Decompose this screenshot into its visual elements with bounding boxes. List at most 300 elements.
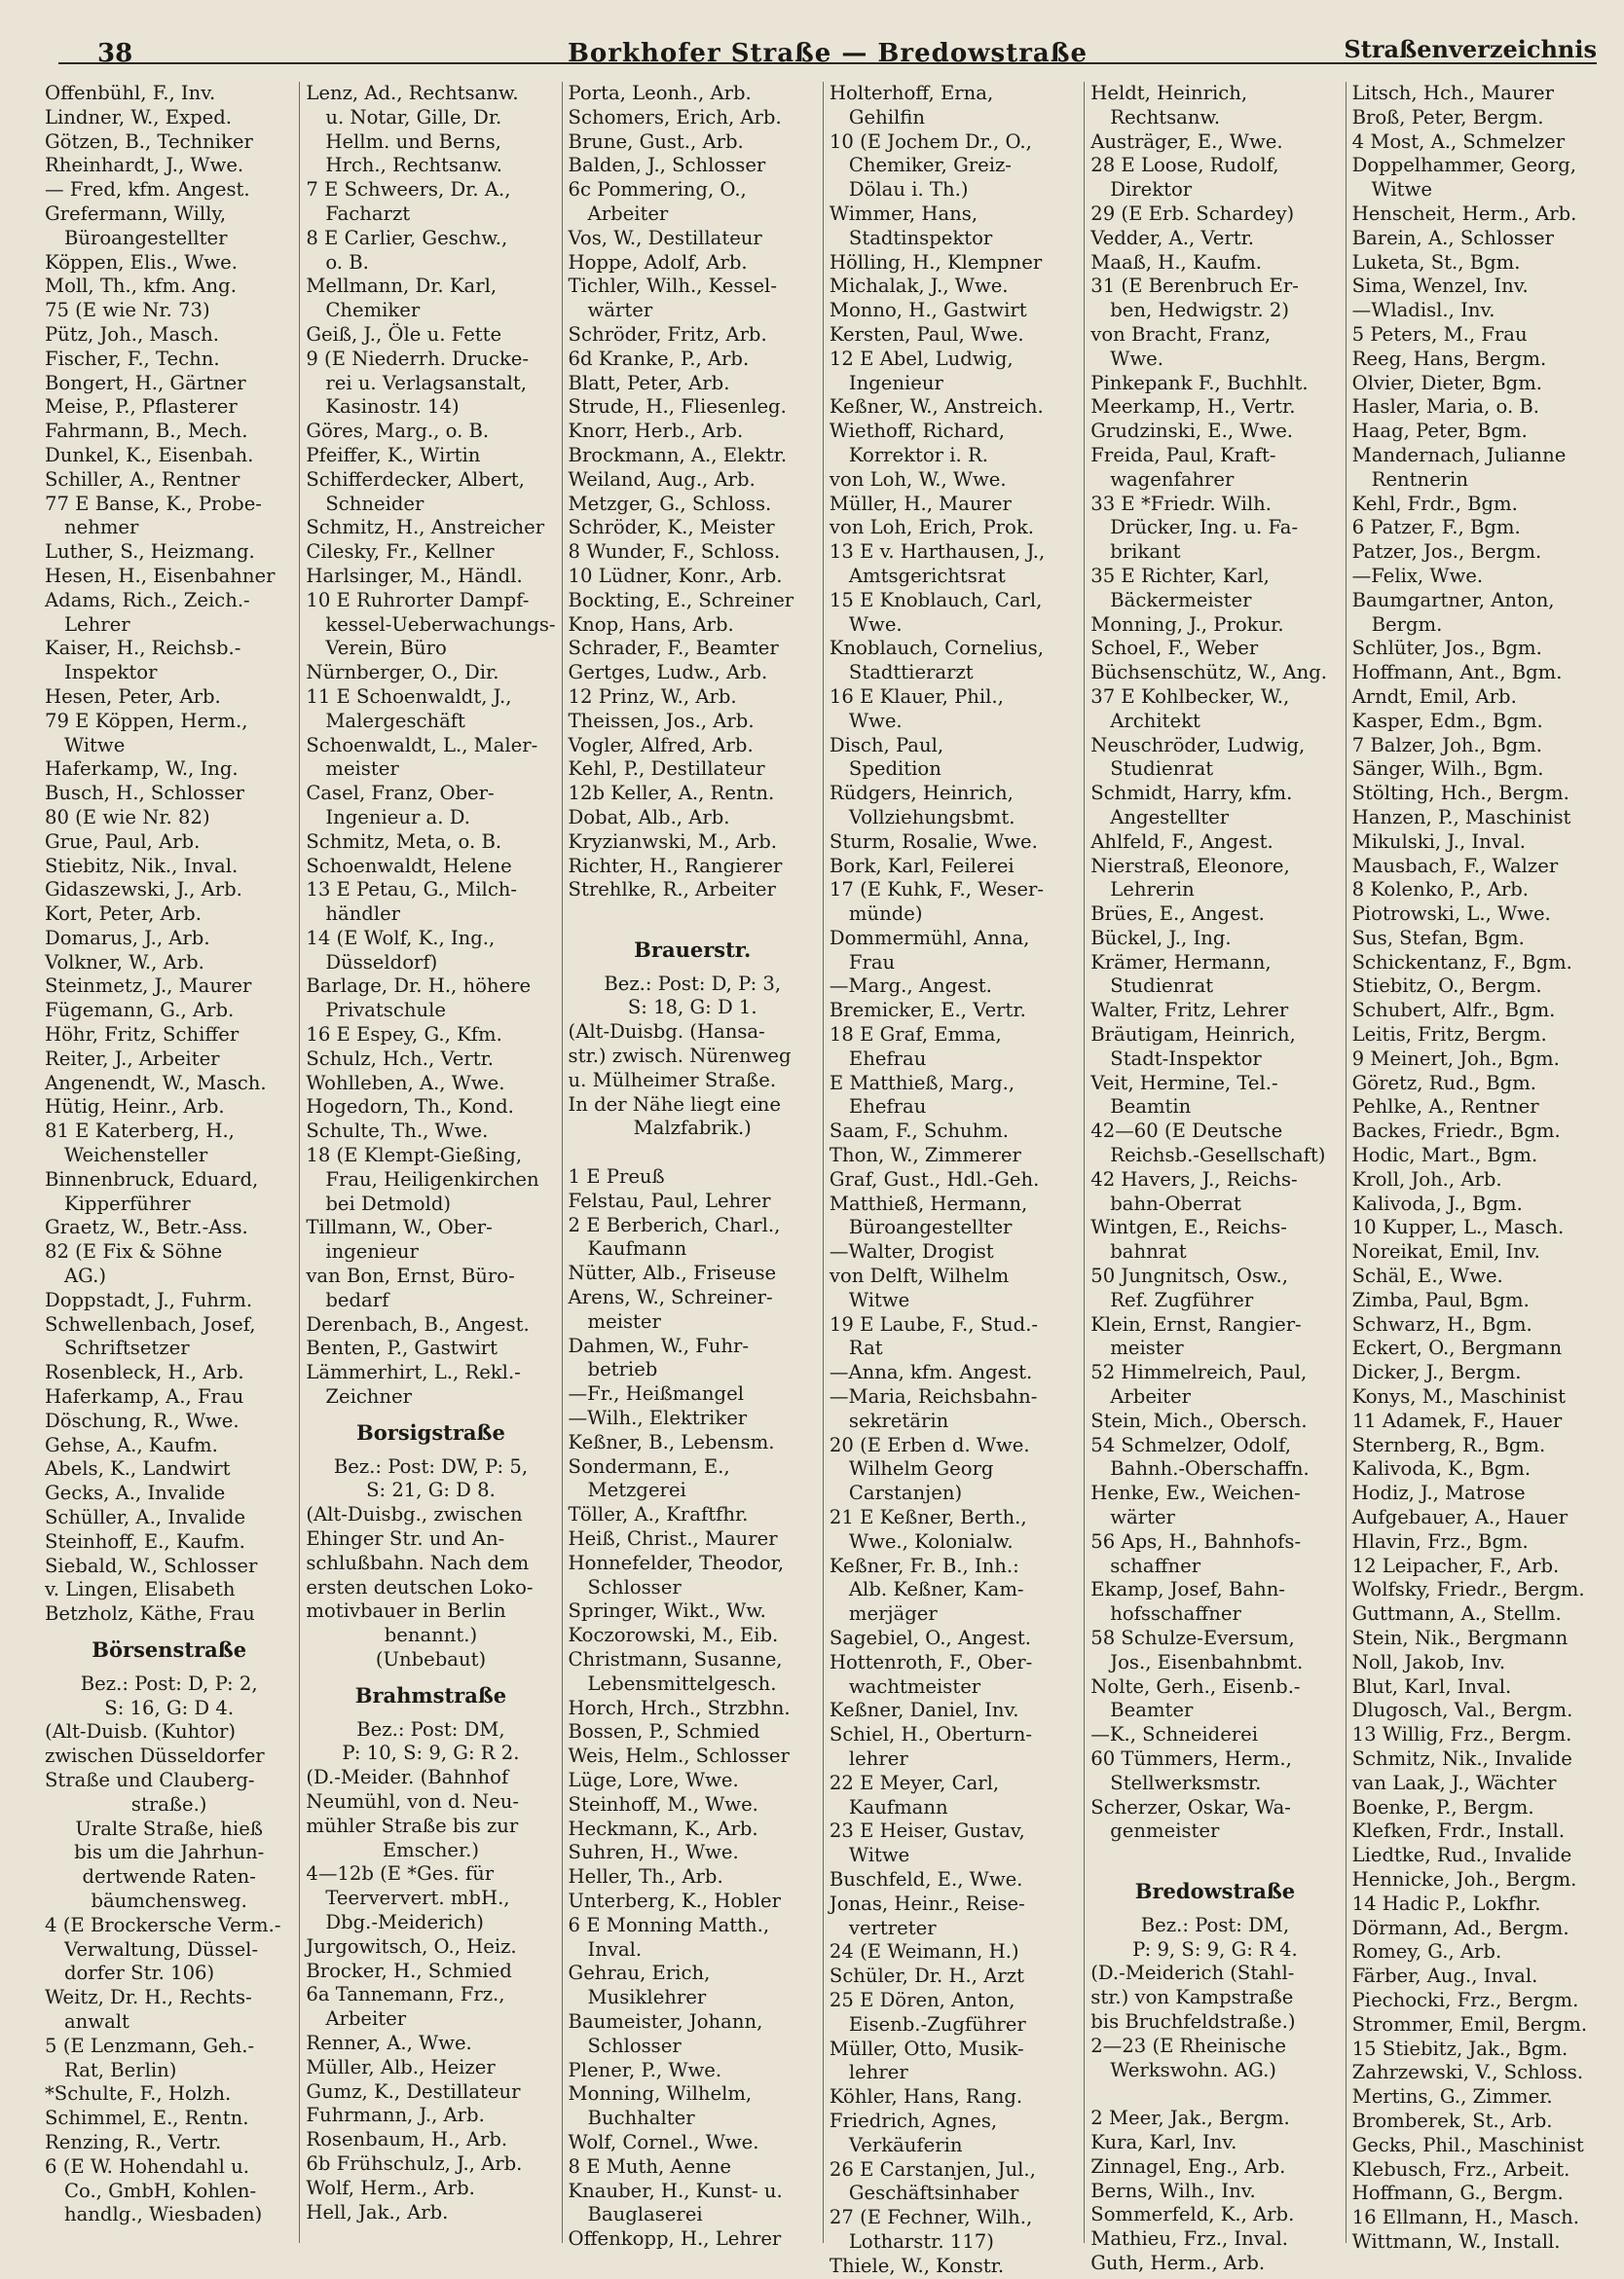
directory-line: kessel-Ueberwachungs-: [325, 612, 556, 636]
directory-line: Dörmann, Ad., Bergm.: [1351, 1916, 1569, 1939]
directory-line: 54 Schmelzer, Odolf,: [1090, 1433, 1291, 1456]
directory-line: Kort, Peter, Arb.: [45, 902, 202, 926]
directory-line: Kalivoda, J., Bgm.: [1351, 1192, 1523, 1215]
directory-line: Monno, H., Gastwirt: [829, 299, 1027, 322]
directory-line: Vollziehungsbmt.: [848, 805, 1015, 828]
directory-line: Gertges, Ludw., Arb.: [568, 661, 768, 684]
directory-line: 5 (E Lenzmann, Geh.-: [45, 2034, 255, 2057]
directory-line: Neuschröder, Ludwig,: [1090, 733, 1306, 756]
directory-line: Heckmann, K., Arb.: [568, 1817, 758, 1840]
directory-line: Disch, Paul,: [829, 733, 944, 756]
directory-line: Stölting, Hch., Bergm.: [1351, 782, 1569, 805]
directory-line: Unterberg, K., Hobler: [568, 1889, 781, 1912]
directory-line: Volkner, W., Arb.: [45, 950, 204, 974]
directory-line: bäumchensweg.: [91, 1889, 247, 1912]
directory-line: Busch, H., Schlosser: [45, 782, 245, 805]
directory-line: Hütig, Heinr., Arb.: [45, 1095, 225, 1119]
directory-line: Bromberek, St., Arb.: [1351, 2109, 1553, 2132]
directory-line: Stein, Mich., Obersch.: [1090, 1409, 1308, 1432]
directory-line: Patzer, Jos., Bergm.: [1351, 540, 1542, 564]
directory-line: Emscher.): [382, 1838, 480, 1861]
directory-line: 15 E Knoblauch, Carl,: [829, 588, 1043, 611]
directory-line: 16 E Klauer, Phil.,: [829, 684, 1004, 708]
directory-line: Rosenbaum, H., Arb.: [306, 2128, 508, 2151]
directory-line: Weitz, Dr. H., Rechts-: [45, 1986, 252, 2009]
directory-line: 19 E Laube, F., Stud.-: [829, 1312, 1039, 1336]
directory-line: dorfer Str. 106): [64, 1962, 215, 1985]
directory-line: 29 (E Erb. Schardey): [1090, 202, 1295, 225]
directory-line: Felstau, Paul, Lehrer: [568, 1189, 771, 1212]
directory-line: Rechtsanw.: [1110, 105, 1221, 129]
directory-line: Buschfeld, E., Wwe.: [829, 1867, 1023, 1891]
directory-line: Wintgen, E., Reichs-: [1090, 1216, 1287, 1239]
directory-line: Adams, Rich., Zeich.-: [45, 588, 250, 611]
directory-line: Abels, K., Landwirt: [45, 1457, 231, 1481]
directory-line: Schwarz, H., Bgm.: [1351, 1312, 1532, 1336]
directory-line: Binnenbruck, Eduard,: [45, 1167, 259, 1191]
directory-line: Schiel, H., Oberturn-: [829, 1723, 1032, 1746]
directory-line: Metzgerei: [587, 1479, 686, 1502]
directory-line: 79 E Köppen, Herm.,: [45, 709, 248, 732]
directory-line: Fischer, F., Techn.: [45, 347, 220, 370]
directory-line: Dahmen, W., Fuhr-: [568, 1334, 750, 1357]
directory-line: Eisenb.-Zugführer: [848, 2012, 1026, 2036]
directory-line: 2 Meer, Jak., Bergm.: [1090, 2107, 1290, 2130]
directory-line: Straße und Clauberg-: [45, 1768, 255, 1791]
directory-line: Sus, Stefan, Bgm.: [1351, 926, 1525, 949]
directory-line: Keßner, W., Anstreich.: [829, 395, 1044, 419]
directory-line: Haferkamp, A., Frau: [45, 1385, 244, 1409]
directory-line: Schomers, Erich, Arb.: [568, 105, 782, 129]
directory-line: 10 Lüdner, Konr., Arb.: [568, 564, 783, 587]
header-rule: [58, 62, 1597, 64]
directory-line: münde): [848, 902, 923, 926]
directory-line: —Walter, Drogist: [829, 1240, 994, 1264]
directory-line: Schlosser: [587, 1575, 682, 1599]
directory-line: Gecks, A., Invalide: [45, 1482, 226, 1505]
directory-line: handlg., Wiesbaden): [64, 2203, 263, 2226]
directory-line: Facharzt: [325, 202, 411, 225]
directory-line: vertreter: [848, 1916, 937, 1939]
directory-line: Nürnberger, O., Dir.: [306, 661, 499, 684]
directory-line: Sturm, Rosalie, Wwe.: [829, 829, 1038, 853]
directory-line: Buchhalter: [587, 2107, 695, 2130]
street-heading: Bredowstraße: [1134, 1878, 1296, 1903]
directory-line: meister: [587, 1309, 661, 1333]
directory-line: 6a Tannemann, Frz.,: [306, 1983, 505, 2006]
directory-line: Teerververt. mbH.,: [325, 1887, 510, 1910]
directory-line: Klein, Ernst, Rangier-: [1090, 1312, 1302, 1336]
directory-line: 7 E Schweers, Dr. A.,: [306, 178, 511, 202]
directory-line: Mandernach, Julianne: [1351, 443, 1567, 466]
directory-line: bis Bruchfeldstraße.): [1090, 2009, 1296, 2033]
directory-line: Baumeister, Johann,: [568, 2009, 763, 2033]
directory-line: Springer, Wikt., Ww.: [568, 1599, 766, 1623]
page-number: 38: [97, 39, 133, 68]
directory-line: Offenbühl, F., Inv.: [45, 82, 216, 104]
directory-line: Hell, Jak., Arb.: [306, 2200, 449, 2224]
directory-line: Verkäuferin: [848, 2133, 963, 2156]
directory-line: bei Detmold): [325, 1192, 452, 1215]
directory-line: Musiklehrer: [587, 1986, 707, 2009]
directory-line: (Alt-Duisb. (Kuhtor): [45, 1720, 236, 1744]
directory-line: Theissen, Jos., Arb.: [568, 709, 755, 732]
directory-line: Balden, J., Schlosser: [568, 154, 766, 177]
directory-line: Kehl, Frdr., Bgm.: [1351, 492, 1518, 515]
directory-line: Guth, Herm., Arb.: [1090, 2251, 1266, 2274]
directory-line: Zinnagel, Eng., Arb.: [1090, 2154, 1286, 2178]
directory-line: Schmitz, Meta, o. B.: [306, 829, 502, 853]
directory-line: Stein, Nik., Bergmann: [1351, 1627, 1569, 1649]
directory-line: 10 Kupper, L., Masch.: [1351, 1216, 1565, 1239]
directory-line: Gehrau, Erich,: [568, 1962, 711, 1985]
directory-line: Rüdgers, Heinrich,: [829, 782, 1014, 805]
directory-line: Bahnh.-Oberschaffn.: [1110, 1457, 1310, 1481]
directory-line: 11 Adamek, F., Hauer: [1351, 1409, 1563, 1432]
directory-line: Studienrat: [1110, 974, 1214, 998]
directory-line: Henke, Ew., Weichen-: [1090, 1482, 1301, 1505]
directory-line: Chemiker: [325, 299, 421, 322]
directory-line: —Wladisl., Inv.: [1351, 299, 1495, 322]
directory-line: Jonas, Heinr., Reise-: [829, 1892, 1025, 1915]
directory-line: Bez.: Post: D, P: 3,: [604, 972, 782, 995]
directory-line: 37 E Kohlbecker, W.,: [1090, 684, 1290, 708]
directory-line: Schoenwaldt, Helene: [306, 854, 512, 877]
directory-line: Baumgartner, Anton,: [1351, 588, 1555, 611]
directory-line: Hanzen, P., Maschinist: [1351, 805, 1571, 828]
directory-line: Bäckermeister: [1110, 588, 1252, 611]
directory-line: Litsch, Hch., Maurer: [1351, 82, 1554, 104]
directory-line: Kaiser, H., Reichsb.-: [45, 637, 241, 660]
street-heading: Börsenstraße: [92, 1637, 247, 1662]
directory-line: 10 (E Jochem Dr., O.,: [829, 129, 1032, 153]
directory-line: 27 (E Fechner, Wilh.,: [829, 2206, 1033, 2229]
directory-line: Wwe.: [848, 612, 903, 636]
directory-line: 6d Kranke, P., Arb.: [568, 347, 750, 370]
directory-line: Hodiz, J., Matrose: [1351, 1482, 1526, 1505]
directory-line: 80 (E wie Nr. 82): [45, 805, 210, 828]
directory-line: 21 E Keßner, Berth.,: [829, 1506, 1027, 1529]
directory-line: Renzing, R., Vertr.: [45, 2130, 222, 2153]
directory-line: E Matthieß, Marg.,: [829, 1071, 1015, 1094]
street-heading: Brauerstr.: [634, 937, 752, 962]
directory-line: 58 Schulze-Eversum,: [1090, 1627, 1295, 1649]
directory-line: Veit, Hermine, Tel.-: [1090, 1071, 1278, 1094]
directory-line: Noll, Jakob, Inv.: [1351, 1650, 1506, 1673]
directory-line: Co., GmbH, Kohlen-: [64, 2179, 257, 2202]
directory-line: Schoel, F., Weber: [1090, 637, 1259, 660]
directory-line: Schwellenbach, Josef,: [45, 1312, 256, 1336]
directory-line: Düsseldorf): [325, 950, 438, 974]
directory-line: 31 (E Berenbruch Er-: [1090, 275, 1299, 298]
directory-line: 6 Patzer, F., Bgm.: [1351, 516, 1521, 539]
directory-line: Arbeiter: [587, 202, 669, 225]
directory-line: 8 E Muth, Aenne: [568, 2154, 731, 2178]
directory-line: 6b Frühschulz, J., Arb.: [306, 2151, 523, 2175]
directory-line: Lehrerin: [1110, 878, 1195, 901]
directory-line: —Marg., Angest.: [829, 974, 992, 998]
directory-line: von Bracht, Franz,: [1090, 322, 1272, 346]
directory-line: Hesen, Peter, Arb.: [45, 684, 221, 708]
directory-line: Knorr, Herb., Arb.: [568, 420, 744, 443]
directory-line: Sternberg, R., Bgm.: [1351, 1433, 1546, 1456]
directory-line: Richter, H., Rangierer: [568, 854, 783, 877]
directory-line: Schmitz, Nik., Invalide: [1351, 1746, 1572, 1770]
directory-line: Blut, Karl, Inval.: [1351, 1674, 1512, 1698]
directory-line: Kura, Karl, Inv.: [1090, 2130, 1237, 2153]
directory-line: Privatschule: [325, 999, 446, 1022]
directory-line: bis um die Jahrhun-: [74, 1841, 265, 1864]
directory-line: Knop, Hans, Arb.: [568, 612, 734, 636]
directory-line: u. Mülheimer Straße.: [568, 1068, 777, 1091]
directory-line: Monning, Wilhelm,: [568, 2082, 753, 2106]
directory-line: Stellwerksmstr.: [1110, 1771, 1262, 1794]
directory-line: Kroll, Joh., Arb.: [1351, 1167, 1502, 1191]
directory-line: Piotrowski, L., Wwe.: [1351, 902, 1551, 926]
directory-line: Jos., Eisenbahnbmt.: [1110, 1650, 1304, 1673]
directory-line: rei u. Verlagsanstalt,: [325, 371, 528, 394]
directory-line: Wolf, Cornel., Wwe.: [568, 2130, 759, 2153]
directory-line: hofsschaffner: [1110, 1602, 1241, 1626]
directory-line: Ingenieur: [848, 371, 943, 394]
directory-line: Dbg.-Meiderich): [325, 1910, 484, 1933]
directory-line: Pütz, Joh., Masch.: [45, 322, 220, 346]
directory-line: Berns, Wilh., Inv.: [1090, 2179, 1256, 2202]
directory-line: Dlugosch, Val., Bergm.: [1351, 1699, 1573, 1722]
directory-line: Spedition: [848, 757, 941, 781]
directory-line: 4 Most, A., Schmelzer: [1351, 129, 1566, 153]
page-header: [58, 33, 1597, 66]
directory-line: Strommer, Emil, Bergm.: [1351, 2012, 1588, 2036]
directory-line: 33 E *Friedr. Wilh.: [1090, 492, 1272, 515]
directory-line: Nolte, Gerh., Eisenb.-: [1090, 1674, 1301, 1698]
directory-line: 17 (E Kuhk, F., Weser-: [829, 878, 1045, 901]
directory-line: 12 Prinz, W., Arb.: [568, 684, 737, 708]
directory-line: Freida, Paul, Kraft-: [1090, 443, 1276, 466]
directory-line: Schröder, K., Meister: [568, 516, 775, 539]
directory-line: P: 9, S: 9, G: R 4.: [1132, 1937, 1298, 1961]
directory-line: ingenieur: [325, 1240, 419, 1264]
directory-line: Hölling, H., Klempner: [829, 250, 1043, 274]
directory-line: Hoffmann, G., Bergm.: [1351, 2182, 1564, 2205]
directory-line: (Unbebaut): [375, 1648, 487, 1671]
directory-line: 8 Kolenko, P., Arb.: [1351, 878, 1530, 901]
directory-line: 14 Hadic P., Lokfhr.: [1351, 1892, 1541, 1915]
directory-line: 15 Stiebitz, Jak., Bgm.: [1351, 2037, 1569, 2060]
directory-line: Casel, Franz, Ober-: [306, 782, 495, 805]
directory-line: Noreikat, Emil, Inv.: [1351, 1240, 1540, 1264]
directory-line: Fügemann, G., Arb.: [45, 999, 235, 1022]
directory-line: —Anna, kfm. Angest.: [829, 1361, 1033, 1384]
directory-line: Lindner, W., Exped.: [45, 105, 232, 129]
directory-line: [1090, 1844, 1339, 1868]
directory-line: Michalak, J., Wwe.: [829, 275, 1009, 298]
directory-line: van Bon, Ernst, Büro-: [306, 1265, 515, 1288]
directory-line: Monning, J., Prokur.: [1090, 612, 1284, 636]
directory-line: Bräutigam, Heinrich,: [1090, 1023, 1296, 1047]
directory-line: Pehlke, A., Rentner: [1351, 1095, 1539, 1119]
directory-line: Witwe: [848, 1844, 910, 1867]
column-2: [299, 82, 561, 2243]
directory-line: Bongert, H., Gärtner: [45, 371, 246, 394]
directory-line: Witwe: [848, 1288, 910, 1311]
directory-line: 14 (E Wolf, K., Ing.,: [306, 926, 496, 949]
directory-line: schaffner: [1110, 1554, 1201, 1577]
directory-line: Porta, Leonh., Arb.: [568, 82, 752, 104]
directory-line: Ehefrau: [848, 1095, 927, 1119]
directory-line: S: 16, G: D 4.: [104, 1696, 235, 1719]
section-title: Straßenverzeichnis: [1344, 35, 1597, 63]
directory-line: Hellm. und Berns,: [325, 129, 501, 153]
directory-line: Beamter: [1110, 1699, 1194, 1722]
directory-line: —Wilh., Elektriker: [568, 1407, 748, 1430]
directory-line: Gumz, K., Destillateur: [306, 2079, 521, 2103]
directory-line: Schüler, Dr. H., Arzt: [829, 1965, 1024, 1988]
directory-line: 18 E Graf, Emma,: [829, 1023, 1002, 1047]
directory-line: Hoppe, Adolf, Arb.: [568, 250, 748, 274]
directory-line: S: 18, G: D 1.: [627, 996, 757, 1019]
directory-line: Blatt, Peter, Arb.: [568, 371, 730, 394]
directory-line: Schulte, Th., Wwe.: [306, 1120, 489, 1143]
directory-line: Piechocki, Frz., Bergm.: [1351, 1988, 1579, 2011]
directory-line: Christmann, Susanne,: [568, 1648, 783, 1671]
directory-line: Lotharstr. 117): [848, 2229, 994, 2253]
directory-line: Schlüter, Jos., Bgm.: [1351, 637, 1542, 660]
directory-line: benannt.): [384, 1624, 478, 1647]
directory-line: Ehinger Str. und An-: [306, 1527, 505, 1551]
directory-line: Dobat, Alb., Arb.: [568, 805, 730, 828]
directory-line: 42—60 (E Deutsche: [1090, 1120, 1283, 1143]
directory-line: Schimmel, E., Rentn.: [45, 2107, 249, 2130]
directory-line: Knoblauch, Cornelius,: [829, 637, 1044, 660]
directory-line: 50 Jungnitsch, Osw.,: [1090, 1265, 1288, 1288]
directory-line: 23 E Heiser, Gustav,: [829, 1820, 1025, 1843]
directory-line: Bez.: Post: DW, P: 5,: [333, 1454, 529, 1478]
directory-line: Meise, P., Pflasterer: [45, 395, 238, 419]
directory-line: schlußbahn. Nach dem: [306, 1551, 530, 1574]
directory-line: 5 Peters, M., Frau: [1351, 322, 1528, 346]
directory-line: Cilesky, Fr., Kellner: [306, 540, 495, 564]
directory-line: 24 (E Weimann, H.): [829, 1940, 1019, 1964]
directory-line: Wimmer, Hans,: [829, 202, 978, 225]
directory-line: 9 Meinert, Joh., Bgm.: [1351, 1047, 1560, 1070]
directory-line: 13 E Petau, G., Milch-: [306, 878, 518, 901]
directory-line: Lebensmittelgesch.: [587, 1672, 777, 1695]
directory-line: Wilhelm Georg: [848, 1457, 994, 1481]
directory-line: wärter: [1110, 1506, 1175, 1529]
directory-line: Brune, Gust., Arb.: [568, 129, 744, 153]
directory-line: Arndt, Emil, Arb.: [1351, 684, 1517, 708]
directory-line: 20 (E Erben d. Wwe.: [829, 1433, 1030, 1456]
directory-line: Bauglaserei: [587, 2203, 703, 2226]
directory-line: Schubert, Alfr., Bgm.: [1351, 999, 1556, 1022]
directory-line: 2—23 (E Rheinische: [1090, 2034, 1287, 2057]
directory-line: Büchsenschütz, W., Ang.: [1090, 661, 1328, 684]
directory-line: Kalivoda, K., Bgm.: [1351, 1457, 1532, 1481]
directory-line: Derenbach, B., Angest.: [306, 1312, 530, 1336]
directory-line: Sondermann, E.,: [568, 1454, 730, 1478]
directory-line: Klebusch, Frz., Arbeit.: [1351, 2157, 1570, 2181]
directory-line: Schmitz, H., Anstreicher: [306, 516, 545, 539]
directory-line: Zimba, Paul, Bgm.: [1351, 1288, 1530, 1311]
directory-line: 7 Balzer, Joh., Bgm.: [1351, 733, 1542, 756]
column-1: [39, 82, 299, 2243]
directory-line: Rentnerin: [1371, 467, 1468, 491]
directory-line: *Schulte, F., Holzh.: [45, 2082, 232, 2106]
directory-line: Wittmann, W., Install.: [1351, 2229, 1561, 2253]
directory-line: Gidaszewski, J., Arb.: [45, 878, 242, 901]
directory-line: 75 (E wie Nr. 73): [45, 299, 210, 322]
directory-line: Romey, G., Arb.: [1351, 1940, 1502, 1964]
directory-line: Kersten, Paul, Wwe.: [829, 322, 1024, 346]
directory-line: 2 E Berberich, Charl.,: [568, 1213, 781, 1236]
directory-line: Ehefrau: [848, 1047, 927, 1070]
directory-line: Stiebitz, O., Bergm.: [1351, 974, 1542, 998]
directory-line: Kaufmann: [587, 1237, 687, 1261]
directory-line: —Fr., Heißmangel: [568, 1382, 744, 1406]
directory-line: Gehilfin: [848, 105, 925, 129]
directory-line: ersten deutschen Loko-: [306, 1575, 534, 1599]
directory-line: Kehl, P., Destillateur: [568, 757, 765, 781]
directory-line: Mausbach, F., Walzer: [1351, 854, 1559, 877]
directory-line: Schüller, A., Invalide: [45, 1506, 246, 1529]
directory-line: 82 (E Fix & Söhne: [45, 1240, 223, 1264]
directory-line: Keßner, B., Lebensm.: [568, 1430, 775, 1453]
directory-line: Drücker, Ing. u. Fa-: [1110, 516, 1299, 539]
directory-line: Matthieß, Hermann,: [829, 1192, 1028, 1215]
directory-line: 77 E Banse, K., Probe-: [45, 492, 262, 515]
directory-line: dertwende Raten-: [82, 1865, 256, 1889]
directory-line: Plener, P., Wwe.: [568, 2058, 722, 2081]
directory-line: Hoffmann, Ant., Bgm.: [1351, 661, 1563, 684]
directory-line: (D.-Meiderich (Stahl-: [1090, 1962, 1295, 1985]
directory-line: Rat, Berlin): [64, 2058, 177, 2081]
directory-line: Weis, Helm., Schlosser: [568, 1745, 790, 1768]
directory-line: Lenz, Ad., Rechtsanw.: [306, 82, 519, 104]
directory-line: Steinhoff, E., Kaufm.: [45, 1529, 245, 1553]
directory-line: Strehlke, R., Arbeiter: [568, 878, 776, 901]
directory-line: Schröder, Fritz, Arb.: [568, 322, 767, 346]
directory-line: 4—12b (E *Ges. für: [306, 1862, 495, 1886]
directory-line: 8 Wunder, F., Schloss.: [568, 540, 781, 564]
directory-line: Wwe.: [848, 709, 903, 732]
directory-line: bahnrat: [1110, 1240, 1187, 1264]
directory-line: [1090, 2082, 1339, 2107]
directory-line: Moll, Th., kfm. Ang.: [45, 275, 237, 298]
directory-line: str.) zwisch. Nürenweg: [568, 1045, 792, 1068]
directory-line: — Fred, kfm. Angest.: [45, 178, 250, 202]
directory-line: Doppstadt, J., Fuhrm.: [45, 1288, 253, 1311]
directory-line: Sagebiel, O., Angest.: [829, 1627, 1031, 1649]
directory-line: Graf, Gust., Hdl.-Geh.: [829, 1167, 1040, 1191]
directory-line: Strude, H., Fliesenleg.: [568, 395, 787, 419]
directory-line: Klefken, Frdr., Install.: [1351, 1820, 1566, 1843]
directory-line: Brües, E., Angest.: [1090, 902, 1265, 926]
directory-line: [569, 1141, 817, 1165]
directory-line: Köppen, Elis., Wwe.: [45, 250, 238, 274]
directory-line: Arbeiter: [325, 2007, 407, 2031]
directory-line: Ingenieur a. D.: [325, 805, 470, 828]
directory-line: Bockting, E., Schreiner: [568, 588, 794, 611]
directory-line: Sima, Wenzel, Inv.: [1351, 275, 1529, 298]
directory-line: Friedrich, Agnes,: [829, 2109, 998, 2132]
directory-line: 16 E Espey, G., Kfm.: [306, 1023, 502, 1047]
directory-line: Aufgebauer, A., Hauer: [1351, 1506, 1569, 1529]
directory-line: Schrader, F., Beamter: [568, 637, 779, 660]
directory-line: Hodic, Mart., Bgm.: [1351, 1144, 1538, 1167]
directory-line: Konys, M., Maschinist: [1351, 1385, 1566, 1409]
directory-line: Zeichner: [325, 1385, 413, 1409]
